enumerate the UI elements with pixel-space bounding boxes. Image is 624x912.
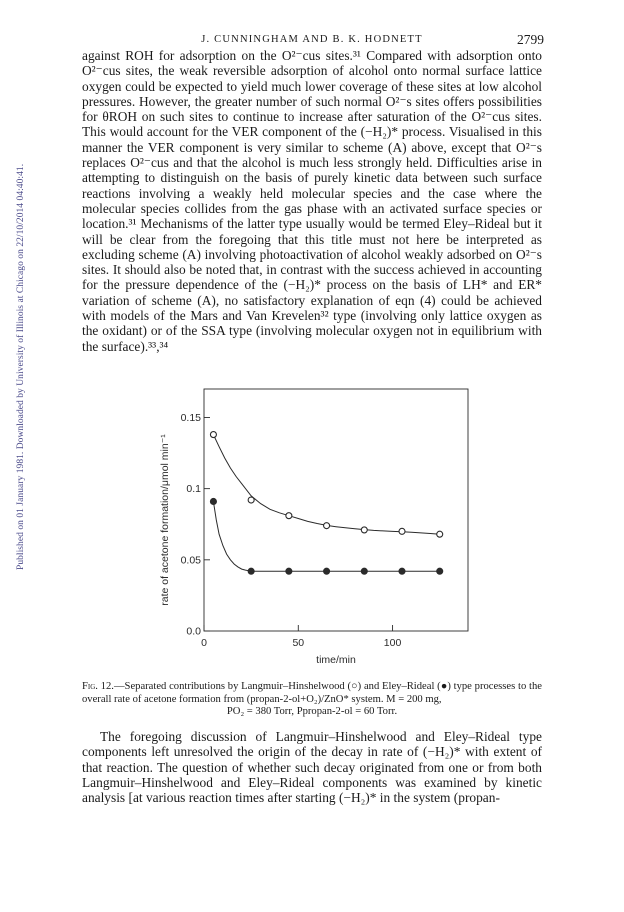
caption-conditions: PO₂ = 380 Torr, Ppropan-2-ol = 60 Torr. — [226, 706, 398, 718]
series-line-1 — [213, 435, 439, 535]
download-watermark — [4, 40, 26, 600]
y-tick-label: 0.1 — [186, 483, 201, 496]
caption-label: Fig. 12. — [82, 681, 114, 692]
open-circle-point — [248, 497, 254, 503]
caption-text: —Separated contributions by Langmuir–Hinshelwood (○) and Eley–Rideal (●) type processes to the overall rate of acetone formation from (propan-2-ol+O₂)/ZnO* system. M = 200 mg, — [82, 681, 542, 705]
filled-circle-point — [324, 568, 330, 574]
open-circle-point — [324, 523, 330, 529]
body-paragraph-2: The foregoing discussion of Langmuir–Hinshelwood and Eley–Rideal type components left unresolved the origin of the decay in rate of (−H₂)* with extent of that reaction. The question of whether such decay originated from one or from both Langmuir–Hinshelwood and Eley–Rideal components was examined by kinetic analysis [at various reaction times after starting (−H₂)* in the system (propan- — [82, 729, 542, 806]
open-circle-point — [210, 432, 216, 438]
filled-circle-point — [210, 498, 216, 504]
rate-vs-time-chart — [144, 381, 484, 681]
y-tick-label: 0.05 — [180, 554, 201, 567]
filled-circle-point — [437, 568, 443, 574]
open-circle-point — [437, 531, 443, 537]
running-head: J. CUNNINGHAM AND B. K. HODNETT — [201, 34, 423, 45]
x-tick-label: 50 — [292, 637, 305, 649]
open-circle-point — [361, 527, 367, 533]
filled-circle-point — [286, 568, 292, 574]
plot-frame — [204, 389, 468, 631]
download-watermark-text: Published on 01 January 1981. Downloaded by University of Illinois at Chicago on 22/10/2014 04:40:41. — [16, 163, 26, 570]
figure-caption — [82, 681, 542, 719]
y-axis-label: rate of acetone formation/μmol min⁻¹ — [159, 434, 171, 606]
filled-circle-point — [248, 568, 254, 574]
series-line-2 — [213, 502, 439, 572]
body-paragraph-1: against ROH for adsorption on the O²⁻cus sites.³¹ Compared with adsorption onto O²⁻cus sites, the weak reversible adsorption of alcohol onto normal surface lattice oxygen could be expected to yield much lower coverage of these sites at low alcohol pressures. However, the greater number of such normal O²⁻s sites offers possibilities for θROH on such sites to continue to increase after saturation of the O²⁻cus sites. This would account for the VER component of the (−H₂)* process. Visualised in this manner the VER component is very similar to scheme (A) above, except that O²⁻s replaces O²⁻cus and that the alcohol is much less strongly held. Difficulties arise in attempting to distinguish on the basis of purely kinetic data between such surface reactions involving a weakly held molecular species and the case where the molecular species collides from the gas phase with an activated surface species or location.³¹ Mechanisms of the latter type usually would be termed Eley–Rideal but it will be clear from the foregoing that this title must not here be interpreted as excluding scheme (A) involving photoactivation of alcohol weakly adsorbed on O²⁻s sites. It should also be noted that, in contrast with the success achieved in accounting for the pressure dependence of the (−H₂)* process on the basis of LH* and ER* variation of scheme (A), no satisfactory explanation of eqn (4) could be achieved with models of the Mars and Van Krevelen³² type (involving only lattice oxygen as the oxidant) or of the SSA type (involving molecular oxygen not in equilibrium with the surface).³³,³⁴ — [82, 48, 542, 354]
page-number: 2799 — [517, 32, 544, 47]
open-circle-point — [286, 513, 292, 519]
x-tick-label: 0 — [201, 637, 207, 649]
filled-circle-point — [361, 568, 367, 574]
filled-circle-point — [399, 568, 405, 574]
x-axis-label: time/min — [316, 654, 356, 666]
x-tick-label: 100 — [383, 637, 402, 649]
y-tick-label: 0.15 — [180, 411, 201, 424]
open-circle-point — [399, 528, 405, 534]
figure-12 — [144, 381, 484, 681]
y-tick-label: 0.0 — [186, 625, 201, 638]
